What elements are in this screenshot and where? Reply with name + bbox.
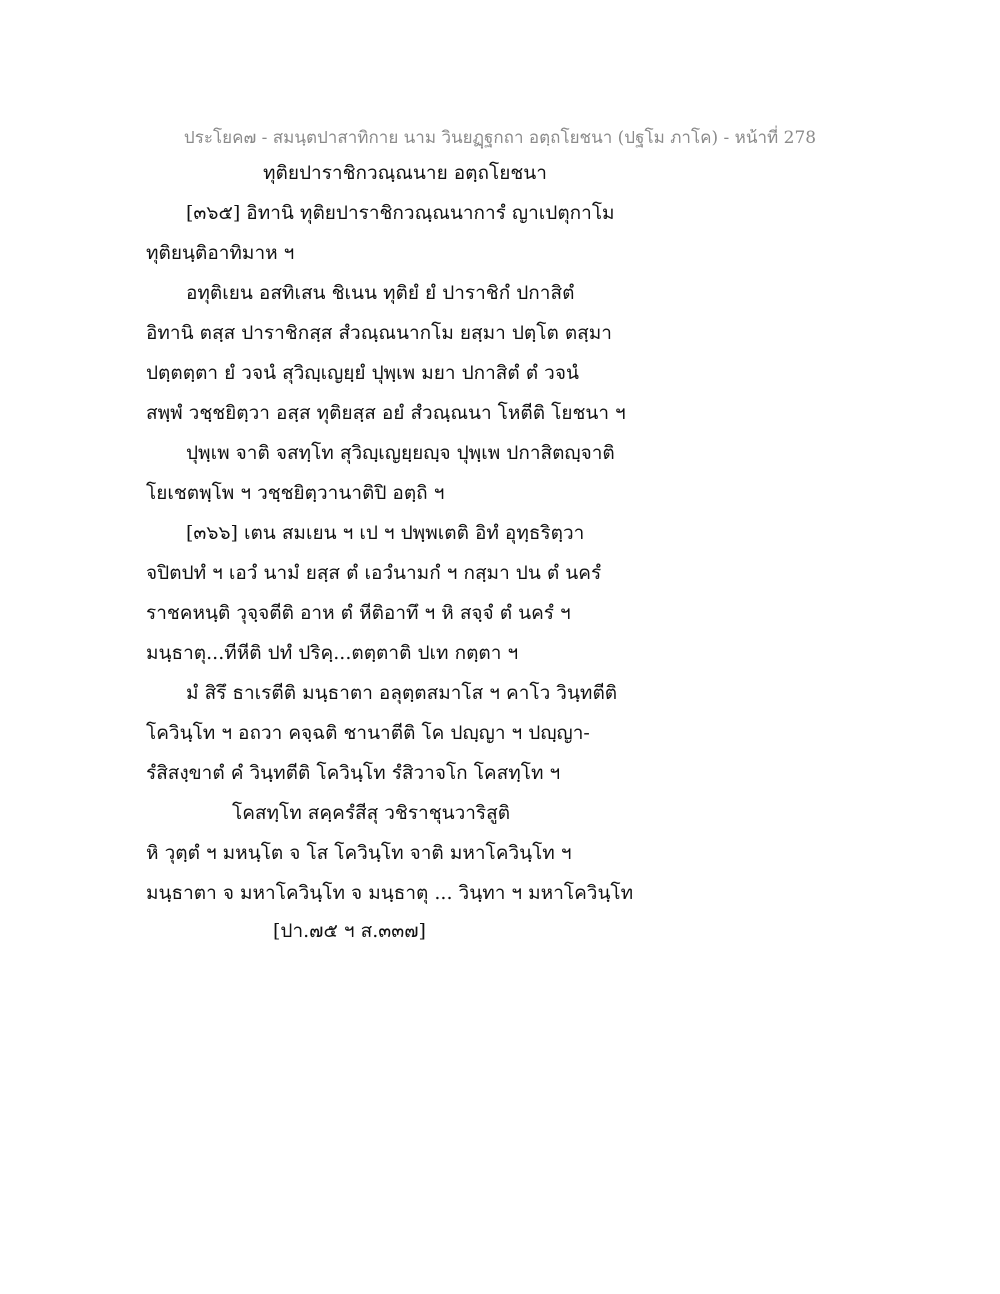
text-line: ราชคหนฺติ วุจฺจตีติ อาห ตํ หีติอาทึ ฯ หิ สจฺจํ ตํ นครํ ฯ bbox=[146, 602, 571, 624]
text-line: อิทานิ ตสฺส ปาราชิกสฺส สํวณฺณนากโม ยสฺมา ปตฺโต ตสฺมา bbox=[146, 322, 612, 344]
page-reference: [ปา.๗๕ ฯ ส.๓๓๗] bbox=[273, 920, 426, 942]
text-line: มนฺธาตุ...ทีหีติ ปทํ ปริคฺ...ตตฺตาติ ปเท กตฺตา ฯ bbox=[146, 642, 519, 664]
text-line: มํ สิรึ ธาเรตีติ มนฺธาตา อลุตฺตสมาโส ฯ คาโว วินฺทตีติ bbox=[186, 682, 618, 704]
section-heading: ทุติยปาราชิกวณฺณนาย อตฺถโยชนา bbox=[263, 162, 547, 184]
text-line: มนฺธาตา จ มหาโควินฺโท จ มนฺธาตุ ... วินฺทา ฯ มหาโควินฺโท bbox=[146, 882, 634, 904]
text-line: อทุติเยน อสทิเสน ชิเนน ทุติยํ ยํ ปาราชิกํ ปกาสิตํ bbox=[186, 282, 575, 304]
text-line: ปุพฺเพ จาติ จสทฺโท สุวิญฺเญยฺยญฺจ ปุพฺเพ ปกาสิตญฺจาติ bbox=[186, 442, 615, 464]
text-line: โยเชตพฺโพ ฯ วชฺชยิตฺวานาติปิ อตฺถิ ฯ bbox=[146, 482, 445, 504]
text-line: [๓๖๖] เตน สมเยน ฯ เป ฯ ปพฺพเตติ อิทํ อุทฺธริตฺวา bbox=[186, 522, 585, 544]
text-line: ปตฺตตฺตา ยํ วจนํ สุวิญฺเญยฺยํ ปุพฺเพ มยา ปกาสิตํ ตํ วจนํ bbox=[146, 362, 579, 384]
text-line: ทุติยนฺติอาทิมาห ฯ bbox=[146, 242, 295, 264]
text-line: จปิตปทํ ฯ เอวํ นามํ ยสฺส ตํ เอวํนามกํ ฯ กสฺมา ปน ตํ นครํ bbox=[146, 562, 602, 584]
running-header: ประโยค๗ - สมนฺตปาสาทิกาย นาม วินยฏฺฐกถา อตฺถโยชนา (ปฐโม ภาโค) - หน้าที่ 278 bbox=[183, 128, 817, 148]
text-line: โควินฺโท ฯ อถวา คจฺฉติ ชานาตีติ โค ปญฺญา ฯ ปญฺญา- bbox=[146, 722, 590, 744]
text-line: หิ วุตฺตํ ฯ มหนฺโต จ โส โควินฺโท จาติ มหาโควินฺโท ฯ bbox=[146, 842, 572, 864]
text-line: สพฺพํ วชฺชยิตฺวา อสฺส ทุติยสฺส อยํ สํวณฺณนา โหตีติ โยชนา ฯ bbox=[146, 402, 626, 424]
text-line: [๓๖๕] อิทานิ ทุติยปาราชิกวณฺณนาการํ ญาเปตุกาโม bbox=[186, 202, 615, 224]
text-line: รํสิสงฺขาตํ คํ วินฺทตีติ โควินฺโท รํสิวาจโก โคสทฺโท ฯ bbox=[146, 762, 561, 784]
verse-line: โคสทฺโท สคฺครํสีสุ วชิราชุนวาริสูติ bbox=[232, 802, 511, 824]
